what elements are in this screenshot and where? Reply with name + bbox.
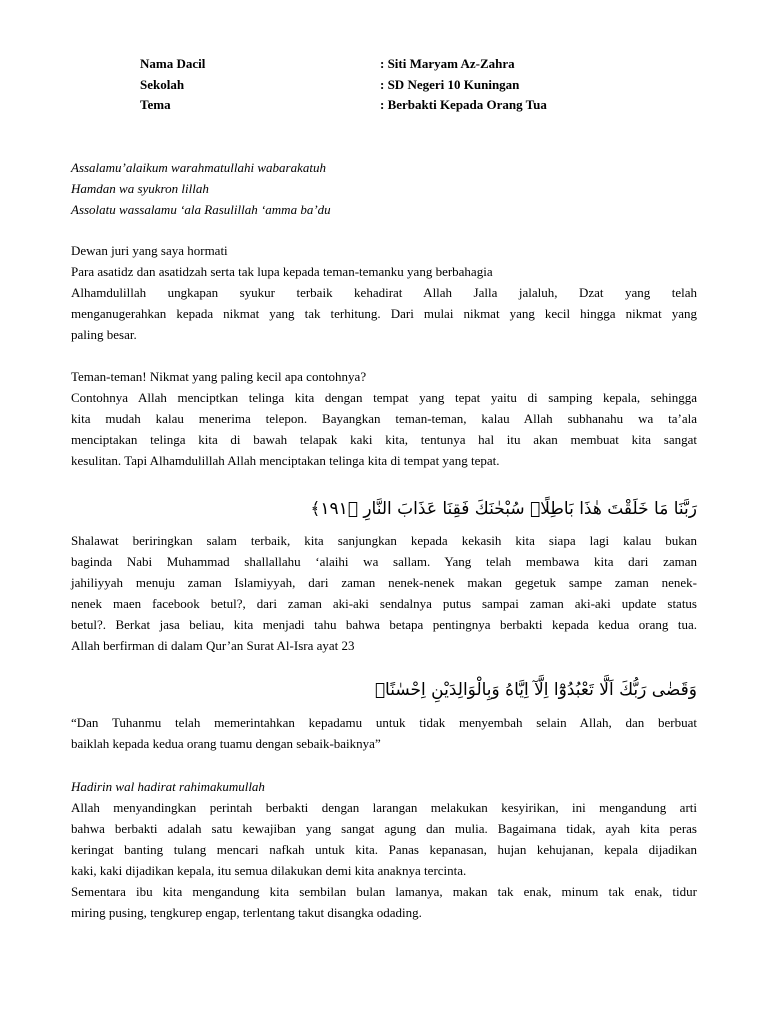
hadirin-section bbox=[71, 776, 697, 923]
paragraph-line: baiklah kepada kedua orang tuamu dengan sebaik-baiknya” bbox=[71, 736, 381, 751]
greeting-line: Para asatidz dan asatidzah serta tak lupa kepada teman-temanku yang berbahagia bbox=[71, 264, 493, 279]
paragraph-line: betul?. Berkat jasa beliau, kita menjadi tahu bahwa betapa pentingnya berbakti kepada kedua orang tua. bbox=[71, 617, 697, 632]
greeting-line: Dewan juri yang saya hormati bbox=[71, 243, 228, 258]
translation-section bbox=[71, 712, 697, 754]
opening-line: Hamdan wa syukron lillah bbox=[71, 181, 209, 196]
info-value: : Siti Maryam Az-Zahra bbox=[380, 56, 515, 71]
paragraph-line: baginda Nabi Muhammad shallallahu ‘alaihi wa sallam. Yang telah membawa kita dari zaman bbox=[71, 554, 697, 569]
paragraph-line: “Dan Tuhanmu telah memerintahkan kepadamu untuk tidak menyembah selain Allah, dan berbuat bbox=[71, 715, 697, 730]
paragraph-line: Alhamdulillah ungkapan syukur terbaik kehadirat Allah Jalla jalaluh, Dzat yang telah bbox=[71, 285, 697, 300]
question-line: Teman-teman! Nikmat yang paling kecil apa contohnya? bbox=[71, 369, 367, 384]
info-label: Nama Dacil bbox=[140, 56, 206, 71]
paragraph-line: kita mudah kalau menerima telepon. Bayangkan teman-teman, kalau Allah subhanahu wa ta’ala bbox=[71, 411, 697, 426]
paragraph-line: Shalawat beriringkan salam terbaik, kita sanjungkan kepada kekasih kita siapa lagi kalau bukan bbox=[71, 533, 697, 548]
paragraph-line: Allah menyandingkan perintah berbakti dengan larangan melakukan kesyirikan, ini mengandung arti bbox=[71, 800, 697, 815]
info-label: Sekolah bbox=[140, 77, 185, 92]
opening-salam bbox=[71, 157, 697, 220]
opening-line: Assolatu wassalamu ‘ala Rasulillah ‘amma ba’du bbox=[71, 202, 331, 217]
opening-line: Assalamu’alaikum warahmatullahi wabarakatuh bbox=[71, 160, 326, 175]
info-label: Tema bbox=[140, 97, 171, 112]
info-value: : SD Negeri 10 Kuningan bbox=[380, 77, 520, 92]
greeting-section bbox=[71, 240, 697, 345]
paragraph-line: kesulitan. Tapi Alhamdulillah Allah menciptakan telinga kita di tempat yang tepat. bbox=[71, 453, 500, 468]
info-value: : Berbakti Kepada Orang Tua bbox=[380, 97, 547, 112]
paragraph-line: kaki, kaki dijadikan kepala, itu semua dilakukan demi kita anaknya tercinta. bbox=[71, 863, 467, 878]
section-heading: Hadirin wal hadirat rahimakumullah bbox=[71, 779, 265, 794]
paragraph-line: jahiliyyah menuju zaman Islamiyyah, dari zaman nenek-nenek makan gegetuk sampe zaman nenek- bbox=[71, 575, 697, 590]
paragraph-line: keringat banting tulang mencari nafkah untuk kita. Panas kepanasan, hujan kehujanan, kepala dijadikan bbox=[71, 842, 697, 857]
paragraph-line: Allah berfirman di dalam Qur’an Surat Al-Isra ayat 23 bbox=[71, 638, 355, 653]
paragraph-line: paling besar. bbox=[71, 327, 137, 342]
paragraph-line: miring pusing, tengkurep engap, terlentang takut disangka odading. bbox=[71, 905, 422, 920]
paragraph-line: menganugerahkan kepada nikmat yang tak terhitung. Dari mulai nikmat yang kecil hingga nikmat yang bbox=[71, 306, 697, 321]
shalawat-section bbox=[71, 530, 697, 656]
paragraph-line: menciptakan telinga kita di bawah telapak kaki kita, tentunya hal itu akan membuat kita sangat bbox=[71, 432, 697, 447]
paragraph-line: bahwa berbakti adalah satu kewajiban yang sangat agung dan mulia. Bagaimana tidak, ayah kita peras bbox=[71, 821, 697, 836]
arabic-verse: وَقَضٰى رَبُّكَ اَلَّا تَعْبُدُوْٓا اِلَّآ اِيَّاهُ وَبِالْوَالِدَيْنِ اِحْسٰنًاۗ bbox=[374, 680, 697, 700]
paragraph-line: nenek maen facebook betul?, dari zaman aki-aki sendalnya putus sampai zaman aki-aki update status bbox=[71, 596, 697, 611]
paragraph-line: Sementara ibu kita mengandung kita sembilan bulan lamanya, makan tak enak, minum tak enak, tidur bbox=[71, 884, 697, 899]
paragraph-line: Contohnya Allah menciptkan telinga kita dengan tempat yang tepat yaitu di samping kepala, sehingga bbox=[71, 390, 697, 405]
ear-section bbox=[71, 366, 697, 471]
arabic-verse: رَبَّنَا مَا خَلَقْتَ هٰذَا بَاطِلًاۚ سُبْحٰنَكَ فَقِنَا عَذَابَ النَّارِ ﴿١٩١﴾ bbox=[310, 499, 697, 519]
